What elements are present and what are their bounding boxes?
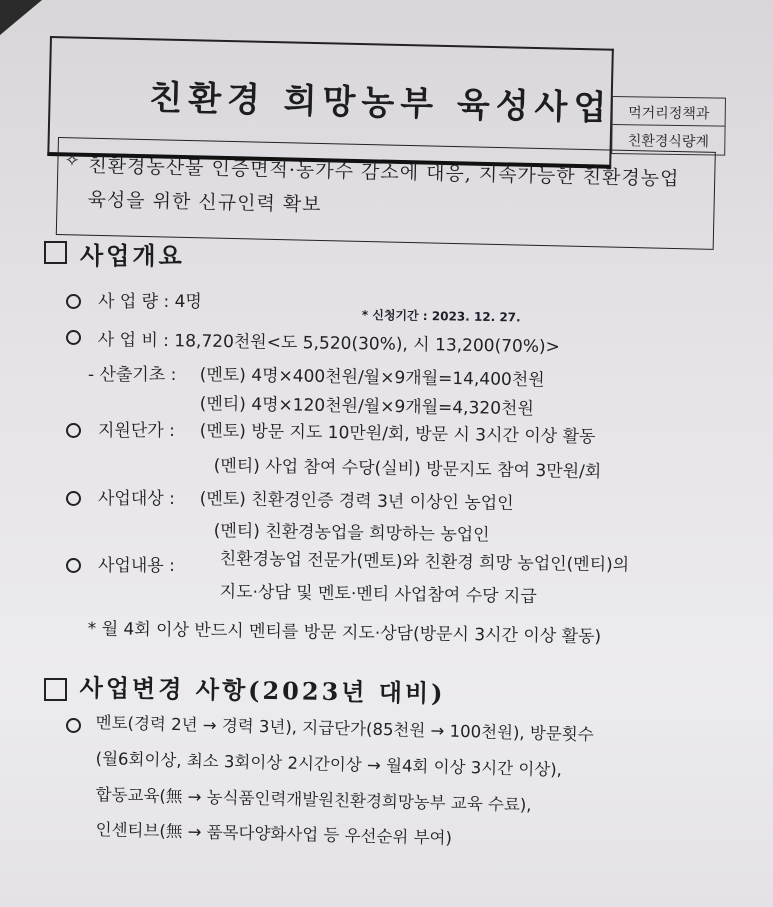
page-title: 친환경 희망농부 육성사업 <box>148 77 613 129</box>
circle-bullet-icon <box>66 718 81 733</box>
department-divider <box>613 124 725 127</box>
summary-bullet-icon: ✧ <box>64 150 81 172</box>
summary-box <box>56 137 716 250</box>
project-scale: 사 업 량 : 4명 <box>98 292 202 312</box>
summary-line-1: 친환경농산물 인증면적·농가수 감소에 대응, 지속가능한 친환경농업 <box>88 154 680 191</box>
calculation-basis-mentor: (멘토) 4명×400천원/월×9개월=14,400천원 <box>199 364 545 391</box>
changes-line-2: (월6회이상, 최소 3회이상 2시간이상 → 월4회 이상 3시간 이상), <box>95 748 563 780</box>
target-mentor: (멘토) 친환경인증 경력 3년 이상인 농업인 <box>199 488 514 514</box>
team-name: 친환경식량계 <box>627 133 710 151</box>
circle-bullet-icon <box>66 330 81 345</box>
unit-price-mentee: (멘티) 사업 참여 수당(실비) 방문지도 참여 3만원/회 <box>213 455 602 483</box>
circle-bullet-icon <box>66 491 81 506</box>
changes-line-3: 합동교육(無 → 농식품인력개발원친환경희망농부 교육 수료), <box>95 784 532 815</box>
content-label: 사업내용 : <box>98 556 175 576</box>
content-line-1: 친환경농업 전문가(멘토)와 친환경 희망 농업인(멘티)의 <box>219 548 630 576</box>
unit-price-label: 지원단가 : <box>98 421 175 441</box>
content-note: * 월 4회 이상 반드시 멘티를 방문 지도·상담(방문시 3시간 이상 활동) <box>87 618 602 648</box>
changes-line-1: 멘토(경력 2년 → 경력 3년), 지급단가(85천원 → 100천원), 방문횟수 <box>95 712 594 745</box>
application-period-note: * 신청기간 : 2023. 12. 27. <box>361 307 521 325</box>
section-heading-overview: 사업개요 <box>80 241 185 270</box>
section-checkbox-icon <box>44 241 67 264</box>
project-budget: 사 업 비 : 18,720천원<도 5,520(30%), 시 13,200(70%)> <box>97 329 561 358</box>
changes-line-4: 인센티브(無 → 품목다양화사업 등 우선순위 부여) <box>95 819 453 848</box>
calculation-basis-label: - 산출기초 : <box>88 365 177 385</box>
target-mentee: (멘티) 친환경농업을 희망하는 농업인 <box>213 520 490 546</box>
content-line-2: 지도·상담 및 멘토·멘티 사업참여 수당 지급 <box>219 581 537 607</box>
calculation-basis-mentee: (멘티) 4명×120천원/월×9개월=4,320천원 <box>199 393 534 420</box>
department-name: 먹거리정책과 <box>628 105 710 123</box>
circle-bullet-icon <box>66 423 81 438</box>
department-box <box>611 96 726 156</box>
section-checkbox-icon <box>44 678 67 701</box>
target-label: 사업대상 : <box>98 489 175 509</box>
circle-bullet-icon <box>66 294 81 309</box>
unit-price-mentor: (멘토) 방문 지도 10만원/회, 방문 시 3시간 이상 활동 <box>199 420 596 448</box>
summary-line-2: 육성을 위한 신규인력 확보 <box>87 188 322 216</box>
circle-bullet-icon <box>66 558 81 573</box>
section-heading-changes: 사업변경 사항(2023년 대비) <box>79 672 446 708</box>
